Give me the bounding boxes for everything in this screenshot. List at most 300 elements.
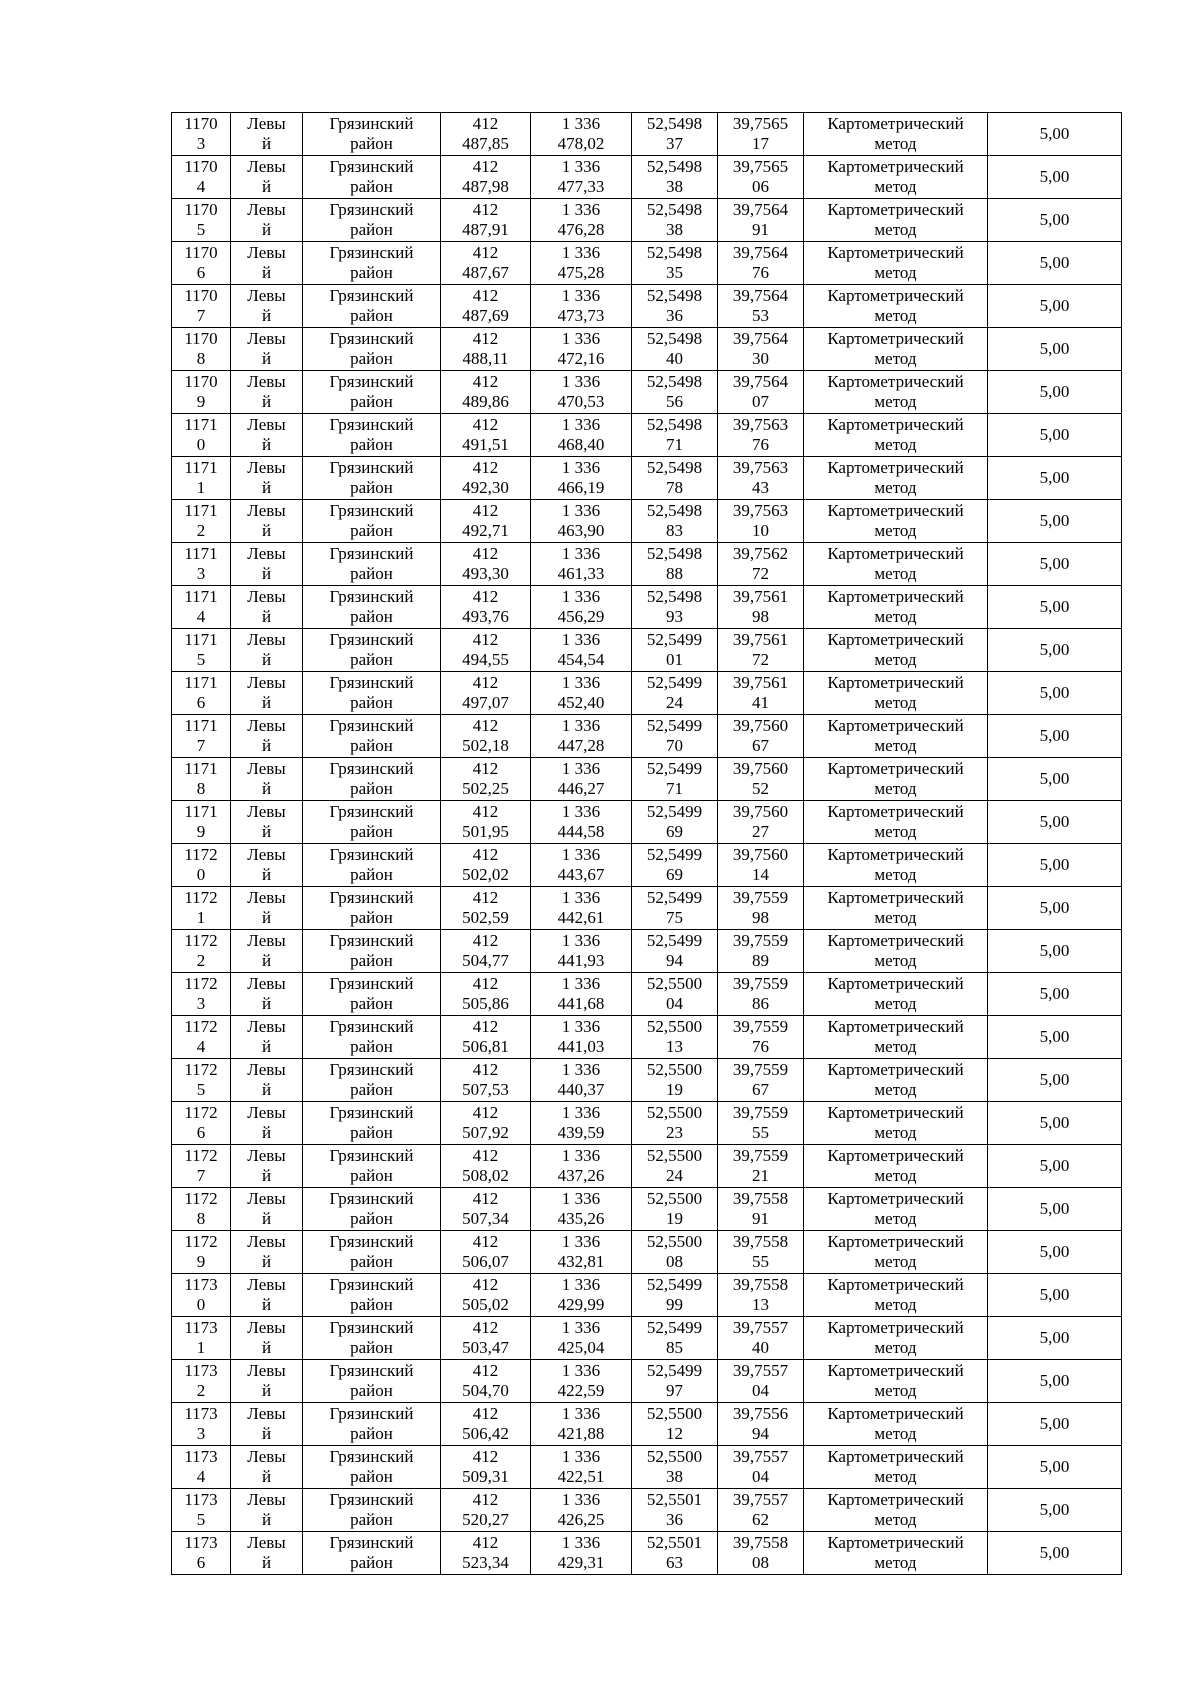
cell-text: й xyxy=(261,435,272,454)
latitude-cell xyxy=(632,242,718,285)
method-cell xyxy=(804,1016,988,1059)
latitude-cell xyxy=(632,1446,718,1489)
table-row xyxy=(172,586,1122,629)
side-cell xyxy=(231,199,303,242)
cell-text: Грязинский xyxy=(329,157,414,176)
cell-text: 3 xyxy=(196,134,206,153)
cell-text: 1172 xyxy=(184,1189,218,1208)
cell-text: Левы xyxy=(247,630,286,649)
cell-text: 39,7560 xyxy=(732,802,789,821)
longitude-cell xyxy=(718,1231,804,1274)
method-cell xyxy=(804,285,988,328)
y-coordinate-cell xyxy=(531,930,632,973)
cell-text: 1173 xyxy=(184,1404,218,1423)
longitude-cell xyxy=(718,1317,804,1360)
side-cell xyxy=(231,887,303,930)
district-cell xyxy=(303,1145,441,1188)
point-number-cell xyxy=(172,543,231,586)
cell-text: Картометрический xyxy=(827,845,964,864)
cell-text: 13 xyxy=(752,1295,769,1314)
cell-text: 52,5499 xyxy=(646,759,703,778)
table-row xyxy=(172,1489,1122,1532)
cell-text: Грязинский xyxy=(329,329,414,348)
district-cell xyxy=(303,285,441,328)
cell-text: 5,00 xyxy=(1039,382,1070,401)
cell-text: 412 xyxy=(472,415,499,434)
longitude-cell xyxy=(718,1403,804,1446)
accuracy-cell xyxy=(988,586,1122,629)
x-coordinate-cell xyxy=(441,285,531,328)
cell-text: Левы xyxy=(247,200,286,219)
accuracy-cell xyxy=(988,457,1122,500)
cell-text: 1170 xyxy=(184,114,218,133)
cell-text: 94 xyxy=(752,1424,769,1443)
district-cell xyxy=(303,715,441,758)
cell-text: 1173 xyxy=(184,1275,218,1294)
cell-text: 5,00 xyxy=(1039,167,1070,186)
cell-text: й xyxy=(261,177,272,196)
side-cell xyxy=(231,1532,303,1575)
cell-text: 75 xyxy=(666,908,683,927)
cell-text: 421,88 xyxy=(557,1424,605,1443)
method-cell xyxy=(804,1274,988,1317)
cell-text: й xyxy=(261,650,272,669)
cell-text: метод xyxy=(874,1166,917,1185)
district-cell xyxy=(303,1102,441,1145)
cell-text: 412 xyxy=(472,1232,499,1251)
cell-text: 30 xyxy=(752,349,769,368)
cell-text: 5 xyxy=(196,220,206,239)
method-cell xyxy=(804,371,988,414)
side-cell xyxy=(231,1317,303,1360)
cell-text: Левы xyxy=(247,931,286,950)
cell-text: 70 xyxy=(666,736,683,755)
cell-text: Картометрический xyxy=(827,1017,964,1036)
longitude-cell xyxy=(718,371,804,414)
point-number-cell xyxy=(172,1188,231,1231)
cell-text: 10 xyxy=(752,521,769,540)
district-cell xyxy=(303,457,441,500)
point-number-cell xyxy=(172,1532,231,1575)
cell-text: 52,5498 xyxy=(646,587,703,606)
y-coordinate-cell xyxy=(531,457,632,500)
cell-text: 39,7564 xyxy=(732,200,789,219)
x-coordinate-cell xyxy=(441,715,531,758)
x-coordinate-cell xyxy=(441,586,531,629)
cell-text: 04 xyxy=(666,994,683,1013)
y-coordinate-cell xyxy=(531,672,632,715)
method-cell xyxy=(804,500,988,543)
cell-text: 5,00 xyxy=(1039,1242,1070,1261)
cell-text: й xyxy=(261,1080,272,1099)
cell-text: Грязинский xyxy=(329,243,414,262)
cell-text: Левы xyxy=(247,243,286,262)
y-coordinate-cell xyxy=(531,758,632,801)
cell-text: метод xyxy=(874,607,917,626)
y-coordinate-cell xyxy=(531,1016,632,1059)
cell-text: метод xyxy=(874,1295,917,1314)
cell-text: 1172 xyxy=(184,1103,218,1122)
cell-text: 412 xyxy=(472,1533,499,1552)
cell-text: 93 xyxy=(666,607,683,626)
cell-text: 97 xyxy=(666,1381,683,1400)
cell-text: 412 xyxy=(472,931,499,950)
cell-text: 35 xyxy=(666,263,683,282)
point-number-cell xyxy=(172,801,231,844)
latitude-cell xyxy=(632,1274,718,1317)
accuracy-cell xyxy=(988,242,1122,285)
table-row xyxy=(172,113,1122,156)
accuracy-cell xyxy=(988,1188,1122,1231)
y-coordinate-cell xyxy=(531,1489,632,1532)
cell-text: Левы xyxy=(247,1404,286,1423)
accuracy-cell xyxy=(988,156,1122,199)
latitude-cell xyxy=(632,1145,718,1188)
cell-text: Картометрический xyxy=(827,415,964,434)
cell-text: 440,37 xyxy=(557,1080,605,1099)
cell-text: метод xyxy=(874,263,917,282)
cell-text: 441,03 xyxy=(557,1037,605,1056)
cell-text: 1 336 xyxy=(561,1017,601,1036)
cell-text: 52,5498 xyxy=(646,200,703,219)
cell-text: Левы xyxy=(247,1447,286,1466)
cell-text: метод xyxy=(874,1424,917,1443)
cell-text: 494,55 xyxy=(462,650,509,669)
cell-text: 487,67 xyxy=(462,263,509,282)
cell-text: 5,00 xyxy=(1039,511,1070,530)
point-number-cell xyxy=(172,715,231,758)
cell-text: 5,00 xyxy=(1039,984,1070,1003)
cell-text: 488,11 xyxy=(462,349,509,368)
point-number-cell xyxy=(172,1489,231,1532)
side-cell xyxy=(231,1231,303,1274)
side-cell xyxy=(231,414,303,457)
district-cell xyxy=(303,844,441,887)
cell-text: й xyxy=(261,220,272,239)
y-coordinate-cell xyxy=(531,1532,632,1575)
district-cell xyxy=(303,629,441,672)
accuracy-cell xyxy=(988,715,1122,758)
cell-text: 52,5498 xyxy=(646,501,703,520)
cell-text: й xyxy=(261,306,272,325)
latitude-cell xyxy=(632,672,718,715)
cell-text: 71 xyxy=(666,779,683,798)
longitude-cell xyxy=(718,1532,804,1575)
cell-text: 442,61 xyxy=(557,908,605,927)
cell-text: 1170 xyxy=(184,372,218,391)
cell-text: 76 xyxy=(752,435,769,454)
y-coordinate-cell xyxy=(531,500,632,543)
accuracy-cell xyxy=(988,930,1122,973)
cell-text: 5 xyxy=(196,1510,206,1529)
cell-text: метод xyxy=(874,1123,917,1142)
accuracy-cell xyxy=(988,1274,1122,1317)
cell-text: район xyxy=(350,650,393,669)
cell-text: й xyxy=(261,951,272,970)
x-coordinate-cell xyxy=(441,414,531,457)
cell-text: 5,00 xyxy=(1039,554,1070,573)
cell-text: Картометрический xyxy=(827,1447,964,1466)
cell-text: метод xyxy=(874,521,917,540)
method-cell xyxy=(804,1102,988,1145)
method-cell xyxy=(804,1188,988,1231)
cell-text: 88 xyxy=(666,564,683,583)
cell-text: 52 xyxy=(752,779,769,798)
cell-text: Картометрический xyxy=(827,1361,964,1380)
cell-text: 39,7559 xyxy=(732,931,789,950)
cell-text: 412 xyxy=(472,1189,499,1208)
x-coordinate-cell xyxy=(441,672,531,715)
latitude-cell xyxy=(632,973,718,1016)
latitude-cell xyxy=(632,156,718,199)
cell-text: 1 336 xyxy=(561,458,601,477)
cell-text: 1170 xyxy=(184,329,218,348)
cell-text: Грязинский xyxy=(329,888,414,907)
cell-text: 5,00 xyxy=(1039,1070,1070,1089)
cell-text: 412 xyxy=(472,1275,499,1294)
longitude-cell xyxy=(718,414,804,457)
district-cell xyxy=(303,1532,441,1575)
method-cell xyxy=(804,1145,988,1188)
cell-text: Грязинский xyxy=(329,501,414,520)
cell-text: 412 xyxy=(472,329,499,348)
method-cell xyxy=(804,715,988,758)
cell-text: Картометрический xyxy=(827,1189,964,1208)
y-coordinate-cell xyxy=(531,629,632,672)
district-cell xyxy=(303,758,441,801)
cell-text: 412 xyxy=(472,372,499,391)
cell-text: 52,5500 xyxy=(646,1189,703,1208)
cell-text: 412 xyxy=(472,1404,499,1423)
table-row xyxy=(172,1188,1122,1231)
table-row xyxy=(172,887,1122,930)
cell-text: 1172 xyxy=(184,1060,218,1079)
cell-text: й xyxy=(261,349,272,368)
cell-text: 39,7563 xyxy=(732,501,789,520)
cell-text: Картометрический xyxy=(827,888,964,907)
cell-text: 412 xyxy=(472,458,499,477)
cell-text: район xyxy=(350,779,393,798)
cell-text: Грязинский xyxy=(329,544,414,563)
side-cell xyxy=(231,1360,303,1403)
cell-text: 5,00 xyxy=(1039,597,1070,616)
table-row xyxy=(172,199,1122,242)
side-cell xyxy=(231,1489,303,1532)
cell-text: Левы xyxy=(247,802,286,821)
cell-text: район xyxy=(350,1510,393,1529)
cell-text: 38 xyxy=(666,1467,683,1486)
cell-text: 1 336 xyxy=(561,1275,601,1294)
cell-text: 475,28 xyxy=(557,263,605,282)
cell-text: Картометрический xyxy=(827,630,964,649)
y-coordinate-cell xyxy=(531,715,632,758)
latitude-cell xyxy=(632,1059,718,1102)
cell-text: й xyxy=(261,1510,272,1529)
longitude-cell xyxy=(718,844,804,887)
cell-text: 94 xyxy=(666,951,683,970)
accuracy-cell xyxy=(988,801,1122,844)
side-cell xyxy=(231,328,303,371)
cell-text: 491,51 xyxy=(462,435,509,454)
table-row xyxy=(172,1317,1122,1360)
cell-text: Картометрический xyxy=(827,372,964,391)
cell-text: Грязинский xyxy=(329,673,414,692)
point-number-cell xyxy=(172,1102,231,1145)
y-coordinate-cell xyxy=(531,973,632,1016)
latitude-cell xyxy=(632,586,718,629)
cell-text: 429,31 xyxy=(557,1553,605,1572)
cell-text: 39,7563 xyxy=(732,458,789,477)
point-number-cell xyxy=(172,887,231,930)
method-cell xyxy=(804,1446,988,1489)
longitude-cell xyxy=(718,328,804,371)
cell-text: Картометрический xyxy=(827,544,964,563)
side-cell xyxy=(231,457,303,500)
cell-text: Картометрический xyxy=(827,458,964,477)
cell-text: метод xyxy=(874,1381,917,1400)
latitude-cell xyxy=(632,1532,718,1575)
cell-text: 38 xyxy=(666,177,683,196)
cell-text: 1172 xyxy=(184,1017,218,1036)
table-row xyxy=(172,1059,1122,1102)
latitude-cell xyxy=(632,1360,718,1403)
cell-text: 39,7557 xyxy=(732,1490,789,1509)
cell-text: район xyxy=(350,177,393,196)
cell-text: 422,51 xyxy=(557,1467,605,1486)
table-row xyxy=(172,371,1122,414)
cell-text: 13 xyxy=(666,1037,683,1056)
latitude-cell xyxy=(632,1231,718,1274)
cell-text: 1172 xyxy=(184,888,218,907)
cell-text: 39,7563 xyxy=(732,415,789,434)
cell-text: Левы xyxy=(247,1490,286,1509)
cell-text: 1 336 xyxy=(561,200,601,219)
y-coordinate-cell xyxy=(531,1446,632,1489)
latitude-cell xyxy=(632,715,718,758)
cell-text: 6 xyxy=(196,1553,206,1572)
cell-text: 04 xyxy=(752,1467,769,1486)
longitude-cell xyxy=(718,1188,804,1231)
cell-text: 52,5501 xyxy=(646,1533,703,1552)
table-row xyxy=(172,500,1122,543)
y-coordinate-cell xyxy=(531,113,632,156)
point-number-cell xyxy=(172,113,231,156)
cell-text: 1 336 xyxy=(561,329,601,348)
cell-text: 447,28 xyxy=(557,736,605,755)
district-cell xyxy=(303,586,441,629)
cell-text: 27 xyxy=(752,822,769,841)
cell-text: район xyxy=(350,1252,393,1271)
cell-text: Грязинский xyxy=(329,415,414,434)
cell-text: Грязинский xyxy=(329,974,414,993)
cell-text: 503,47 xyxy=(462,1338,509,1357)
cell-text: район xyxy=(350,693,393,712)
cell-text: Картометрический xyxy=(827,1103,964,1122)
cell-text: Картометрический xyxy=(827,329,964,348)
cell-text: 1171 xyxy=(184,587,218,606)
cell-text: 5,00 xyxy=(1039,726,1070,745)
latitude-cell xyxy=(632,629,718,672)
y-coordinate-cell xyxy=(531,1188,632,1231)
cell-text: 426,25 xyxy=(557,1510,605,1529)
cell-text: 67 xyxy=(752,736,769,755)
cell-text: й xyxy=(261,607,272,626)
cell-text: 509,31 xyxy=(462,1467,509,1486)
x-coordinate-cell xyxy=(441,371,531,414)
cell-text: 6 xyxy=(196,693,206,712)
point-number-cell xyxy=(172,414,231,457)
y-coordinate-cell xyxy=(531,1274,632,1317)
side-cell xyxy=(231,672,303,715)
cell-text: 412 xyxy=(472,157,499,176)
cell-text: 52,5500 xyxy=(646,1060,703,1079)
cell-text: 1 xyxy=(196,1338,206,1357)
cell-text: Картометрический xyxy=(827,1232,964,1251)
cell-text: 502,02 xyxy=(462,865,509,884)
side-cell xyxy=(231,113,303,156)
longitude-cell xyxy=(718,629,804,672)
cell-text: район xyxy=(350,607,393,626)
method-cell xyxy=(804,328,988,371)
cell-text: 52,5499 xyxy=(646,716,703,735)
cell-text: Картометрический xyxy=(827,1533,964,1552)
cell-text: Левы xyxy=(247,1232,286,1251)
side-cell xyxy=(231,1188,303,1231)
cell-text: 40 xyxy=(666,349,683,368)
cell-text: 9 xyxy=(196,822,206,841)
cell-text: Левы xyxy=(247,286,286,305)
cell-text: 1 336 xyxy=(561,501,601,520)
cell-text: Грязинский xyxy=(329,1060,414,1079)
cell-text: 69 xyxy=(666,865,683,884)
x-coordinate-cell xyxy=(441,1446,531,1489)
cell-text: 507,53 xyxy=(462,1080,509,1099)
cell-text: 21 xyxy=(752,1166,769,1185)
y-coordinate-cell xyxy=(531,801,632,844)
cell-text: й xyxy=(261,693,272,712)
table-row xyxy=(172,242,1122,285)
cell-text: 5 xyxy=(196,1080,206,1099)
cell-text: 52,5500 xyxy=(646,1146,703,1165)
cell-text: 0 xyxy=(196,865,206,884)
cell-text: 492,71 xyxy=(462,521,509,540)
side-cell xyxy=(231,844,303,887)
cell-text: 5,00 xyxy=(1039,468,1070,487)
cell-text: 19 xyxy=(666,1209,683,1228)
cell-text: 504,70 xyxy=(462,1381,509,1400)
table-row xyxy=(172,844,1122,887)
cell-text: Левы xyxy=(247,114,286,133)
cell-text: 1170 xyxy=(184,157,218,176)
point-number-cell xyxy=(172,1145,231,1188)
cell-text: район xyxy=(350,1381,393,1400)
cell-text: 5,00 xyxy=(1039,1500,1070,1519)
cell-text: Картометрический xyxy=(827,802,964,821)
y-coordinate-cell xyxy=(531,1317,632,1360)
cell-text: й xyxy=(261,1037,272,1056)
cell-text: й xyxy=(261,908,272,927)
district-cell xyxy=(303,1231,441,1274)
cell-text: 85 xyxy=(666,1338,683,1357)
table-row xyxy=(172,1145,1122,1188)
cell-text: й xyxy=(261,1123,272,1142)
cell-text: 1 336 xyxy=(561,1189,601,1208)
cell-text: 507,34 xyxy=(462,1209,509,1228)
longitude-cell xyxy=(718,1360,804,1403)
cell-text: район xyxy=(350,822,393,841)
cell-text: 412 xyxy=(472,1361,499,1380)
district-cell xyxy=(303,414,441,457)
